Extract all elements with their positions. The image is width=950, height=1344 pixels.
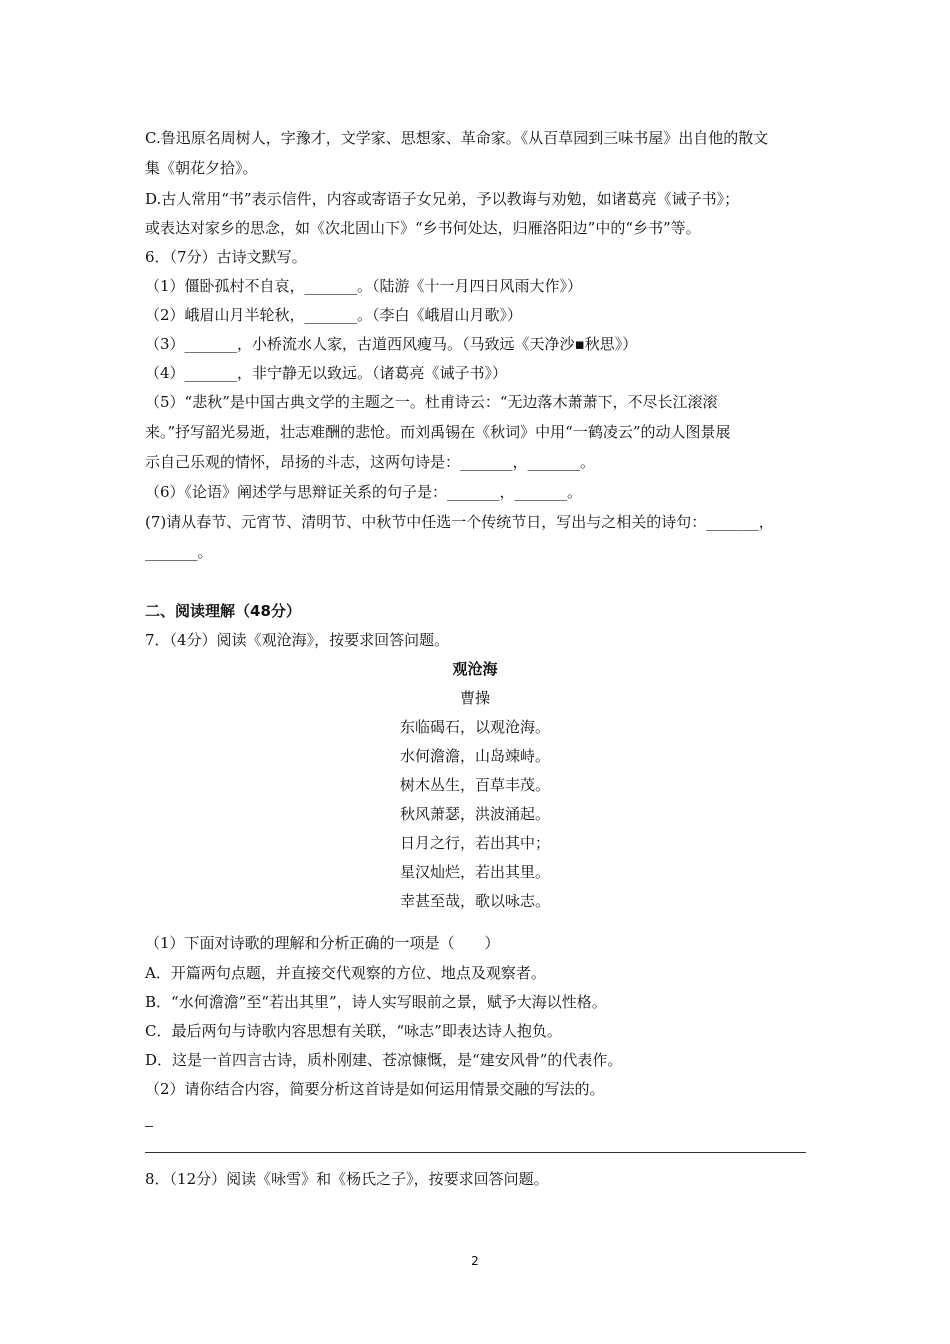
q6-item-1: （1）僵卧孤村不自哀，_______。（陆游《十一月四日风雨大作》）	[145, 277, 583, 295]
answer-dash	[145, 1126, 153, 1127]
q7-sub-2: （2）请你结合内容，简要分析这首诗是如何运用情景交融的写法的。	[145, 1080, 605, 1098]
poem-line: 幸甚至哉，歌以咏志。	[399, 892, 550, 910]
q6-item-7-line2: _______。	[145, 543, 213, 561]
poem-title: 观沧海	[452, 660, 498, 678]
q6-item-5-line2: 来。”抒写韶光易逝，壮志难酬的悲怆。而刘禹锡在《秋词》中用“一鹤凌云”的动人图景展	[145, 423, 731, 441]
q7-option-d: D．这是一首四言古诗，质朴刚建、苍凉慷慨，是“建安风骨”的代表作。	[145, 1051, 623, 1069]
q7-option-b: B．“水何澹澹”至“若出其里”，诗人实写眼前之景，赋予大海以性格。	[145, 993, 607, 1011]
q6-item-4: （4）_______，非宁静无以致远。（诸葛亮《诫子书》）	[145, 364, 508, 382]
poem-line: 树木丛生，百草丰茂。	[399, 776, 550, 794]
q6-item-6: （6）《论语》阐述学与思辩证关系的句子是：_______，_______。	[145, 483, 583, 501]
q7-option-c: C．最后两句与诗歌内容思想有关联，“咏志”即表达诗人抱负。	[145, 1022, 562, 1040]
poem-line: 日月之行，若出其中；	[399, 834, 550, 852]
option-c-line2: 集《朝花夕拾》。	[145, 159, 258, 177]
q6-item-5-line1: （5）“悲秋”是中国古典文学的主题之一。杜甫诗云：“无边落木萧萧下，不尽长江滚滚	[145, 393, 718, 411]
answer-line	[145, 1152, 806, 1153]
q6-item-5-line3: 示自己乐观的情怀，昂扬的斗志，这两句诗是：_______，_______。	[145, 453, 596, 471]
question-8-heading: 8．（12分）阅读《咏雪》和《杨氏之子》，按要求回答问题。	[145, 1170, 549, 1188]
option-d-line1: D.古人常用“书”表示信件，内容或寄语子女兄弟，予以教诲与劝勉，如诸葛亮《诫子书》；	[145, 190, 740, 208]
poem-line: 水何澹澹，山岛竦峙。	[399, 747, 550, 765]
poem-author: 曹操	[459, 689, 490, 707]
poem-line: 东临碣石，以观沧海。	[399, 718, 550, 736]
q6-item-3: （3）_______，小桥流水人家，古道西风瘦马。（马致远《天净沙▪秋思》）	[145, 335, 638, 353]
q7-option-a: A．开篇两句点题，并直接交代观察的方位、地点及观察者。	[145, 964, 546, 982]
page-number: 2	[471, 1254, 479, 1268]
q6-item-2: （2）峨眉山月半轮秋，_______。（李白《峨眉山月歌》）	[145, 306, 523, 324]
q7-sub-1: （1）下面对诗歌的理解和分析正确的一项是（ ）	[145, 934, 500, 952]
option-d-line2: 或表达对家乡的思念，如《次北固山下》“乡书何处达，归雁洛阳边”中的“乡书”等。	[145, 219, 701, 237]
section-2-title: 二、阅读理解（48分）	[145, 602, 301, 620]
option-c-line1: C.鲁迅原名周树人，字豫才，文学家、思想家、革命家。《从百草园到三味书屋》出自他的散文	[145, 129, 769, 147]
q6-item-7-line1: (7)请从春节、元宵节、清明节、中秋节中任选一个传统节日，写出与之相关的诗句：_______，	[145, 513, 774, 531]
question-6-heading: 6．（7分）古诗文默写。	[145, 248, 307, 266]
question-7-heading: 7．（4分）阅读《观沧海》，按要求回答问题。	[145, 631, 450, 649]
poem-line: 秋风萧瑟，洪波涌起。	[399, 805, 550, 823]
poem-line: 星汉灿烂，若出其里。	[399, 863, 550, 881]
